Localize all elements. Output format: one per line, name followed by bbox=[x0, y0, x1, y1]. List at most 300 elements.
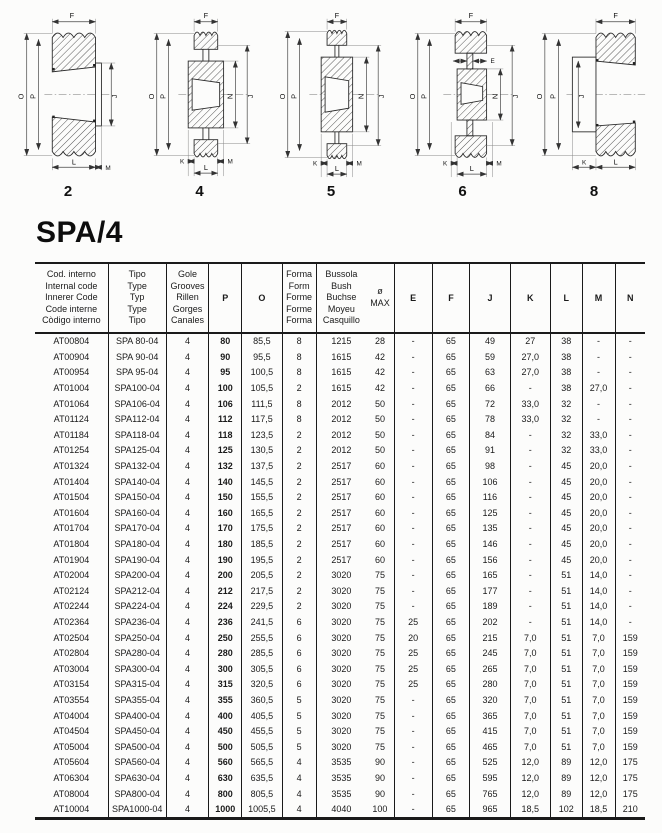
cell-form: 2 bbox=[282, 380, 316, 396]
cell-type: SPA125-04 bbox=[108, 443, 166, 459]
cell-m: 7,0 bbox=[582, 677, 615, 693]
cell-form: 8 bbox=[282, 333, 316, 350]
cell-e: - bbox=[394, 380, 432, 396]
cell-f: 65 bbox=[432, 474, 470, 490]
cell-j: 415 bbox=[470, 723, 510, 739]
cell-grooves: 4 bbox=[166, 552, 209, 568]
cell-bush: 3535 bbox=[316, 770, 366, 786]
cell-bush: 2517 bbox=[316, 521, 366, 537]
cell-n: - bbox=[615, 614, 645, 630]
cell-form: 2 bbox=[282, 583, 316, 599]
cell-n: - bbox=[615, 567, 645, 583]
header-row bbox=[35, 263, 645, 333]
cell-o: 117,5 bbox=[242, 411, 282, 427]
cell-e: 25 bbox=[394, 645, 432, 661]
cell-k: 7,0 bbox=[510, 692, 550, 708]
cell-f: 65 bbox=[432, 365, 470, 381]
dim-label-l: L bbox=[71, 157, 76, 167]
cell-k: 27,0 bbox=[510, 349, 550, 365]
cell-e: - bbox=[394, 692, 432, 708]
cell-f: 65 bbox=[432, 630, 470, 646]
pulley-cross-section-form-2 bbox=[6, 6, 130, 181]
cell-n: 159 bbox=[615, 645, 645, 661]
cell-max: 60 bbox=[374, 554, 385, 565]
cell-j: 365 bbox=[470, 708, 510, 724]
cell-code: AT01804 bbox=[53, 539, 90, 550]
cell-l: 51 bbox=[550, 661, 582, 677]
cell-type: SPA160-04 bbox=[108, 505, 166, 521]
cell-p: 800 bbox=[209, 786, 242, 802]
cell-max: 75 bbox=[374, 616, 385, 627]
cell-grooves: 4 bbox=[166, 567, 209, 583]
cell-n: - bbox=[615, 474, 645, 490]
cell-k: - bbox=[510, 427, 550, 443]
cell-code: AT01184 bbox=[53, 429, 89, 440]
dim-label-j: J bbox=[110, 94, 120, 99]
table-row bbox=[35, 380, 645, 396]
col-header-max: ø MAX bbox=[370, 286, 390, 308]
table-row bbox=[35, 739, 645, 755]
dim-label-e: E bbox=[490, 58, 495, 66]
cell-form: 4 bbox=[282, 786, 316, 802]
dim-label-n: N bbox=[489, 93, 499, 100]
cell-form: 2 bbox=[282, 443, 316, 459]
dim-label-k: K bbox=[582, 159, 587, 167]
diagram-form-number: 8 bbox=[589, 183, 599, 200]
cell-k: 18,5 bbox=[510, 801, 550, 818]
cell-bush: 2517 bbox=[316, 458, 366, 474]
cell-code: AT05604 bbox=[53, 757, 90, 768]
cell-o: 85,5 bbox=[242, 333, 282, 350]
cell-bush: 3020 bbox=[316, 708, 366, 724]
col-header-m: M bbox=[582, 263, 615, 333]
cell-max: 100 bbox=[372, 804, 388, 815]
cell-n: - bbox=[615, 365, 645, 381]
cell-bush: 3535 bbox=[316, 755, 366, 771]
cell-type: SPA 90-04 bbox=[108, 349, 166, 365]
col-header-f: F bbox=[432, 263, 470, 333]
cell-bush: 1215 bbox=[316, 333, 366, 350]
cell-j: 202 bbox=[470, 614, 510, 630]
cell-type: SPA250-04 bbox=[108, 630, 166, 646]
dim-label-l: L bbox=[613, 157, 618, 167]
cell-grooves: 4 bbox=[166, 692, 209, 708]
cell-m: 20,0 bbox=[582, 458, 615, 474]
table-row bbox=[35, 489, 645, 505]
cell-grooves: 4 bbox=[166, 645, 209, 661]
cell-e: 25 bbox=[394, 677, 432, 693]
cell-grooves: 4 bbox=[166, 474, 209, 490]
cell-code: AT01604 bbox=[53, 507, 90, 518]
cell-j: 135 bbox=[470, 521, 510, 537]
cell-p: 95 bbox=[209, 365, 242, 381]
cell-e: - bbox=[394, 505, 432, 521]
cell-p: 100 bbox=[209, 380, 242, 396]
cell-f: 65 bbox=[432, 536, 470, 552]
cell-max: 75 bbox=[374, 741, 385, 752]
cell-o: 137,5 bbox=[242, 458, 282, 474]
cell-m: 7,0 bbox=[582, 708, 615, 724]
cell-f: 65 bbox=[432, 786, 470, 802]
cell-code: AT06304 bbox=[53, 772, 90, 783]
cell-code: AT02244 bbox=[53, 601, 90, 612]
cell-grooves: 4 bbox=[166, 365, 209, 381]
cell-form: 6 bbox=[282, 677, 316, 693]
cell-e: - bbox=[394, 458, 432, 474]
diagram-form-6 bbox=[401, 6, 525, 200]
cell-e: - bbox=[394, 583, 432, 599]
table-row bbox=[35, 349, 645, 365]
cell-p: 106 bbox=[209, 396, 242, 412]
cell-code: AT08004 bbox=[53, 788, 90, 799]
cell-e: 20 bbox=[394, 630, 432, 646]
cell-k: 7,0 bbox=[510, 661, 550, 677]
cell-max: 60 bbox=[374, 492, 385, 503]
cell-e: - bbox=[394, 396, 432, 412]
cell-bush: 2012 bbox=[316, 427, 366, 443]
cell-p: 300 bbox=[209, 661, 242, 677]
table-row bbox=[35, 521, 645, 537]
cell-f: 65 bbox=[432, 801, 470, 818]
cell-max: 60 bbox=[374, 476, 385, 487]
cell-type: SPA170-04 bbox=[108, 521, 166, 537]
cell-m: - bbox=[582, 411, 615, 427]
cell-k: - bbox=[510, 583, 550, 599]
cell-f: 65 bbox=[432, 770, 470, 786]
cell-max: 75 bbox=[374, 679, 385, 690]
dim-label-j: J bbox=[377, 94, 387, 99]
cell-l: 51 bbox=[550, 630, 582, 646]
cell-max: 75 bbox=[374, 694, 385, 705]
cell-grooves: 4 bbox=[166, 411, 209, 427]
cell-grooves: 4 bbox=[166, 614, 209, 630]
table-row bbox=[35, 599, 645, 615]
cell-max: 50 bbox=[374, 445, 385, 456]
cell-max: 90 bbox=[374, 772, 385, 783]
cell-type: SPA106-04 bbox=[108, 396, 166, 412]
cell-form: 5 bbox=[282, 708, 316, 724]
cell-l: 45 bbox=[550, 536, 582, 552]
cell-j: 465 bbox=[470, 739, 510, 755]
cell-bush: 3020 bbox=[316, 739, 366, 755]
cell-m: 7,0 bbox=[582, 661, 615, 677]
cell-j: 595 bbox=[470, 770, 510, 786]
cell-type: SPA118-04 bbox=[108, 427, 166, 443]
cell-n: - bbox=[615, 505, 645, 521]
dim-label-p: P bbox=[419, 93, 429, 99]
cell-form: 2 bbox=[282, 427, 316, 443]
cell-p: 400 bbox=[209, 708, 242, 724]
cell-p: 190 bbox=[209, 552, 242, 568]
dim-label-l: L bbox=[203, 163, 208, 173]
cell-p: 630 bbox=[209, 770, 242, 786]
cell-code: AT02124 bbox=[53, 585, 90, 596]
cell-e: - bbox=[394, 567, 432, 583]
cell-m: 7,0 bbox=[582, 723, 615, 739]
cell-f: 65 bbox=[432, 380, 470, 396]
cell-bush: 3020 bbox=[316, 692, 366, 708]
cell-p: 118 bbox=[209, 427, 242, 443]
table-row bbox=[35, 630, 645, 646]
cell-l: 51 bbox=[550, 614, 582, 630]
cell-m: 20,0 bbox=[582, 505, 615, 521]
cell-max: 75 bbox=[374, 601, 385, 612]
cell-bush: 3020 bbox=[316, 645, 366, 661]
cell-type: SPA300-04 bbox=[108, 661, 166, 677]
cell-m: - bbox=[582, 365, 615, 381]
cell-max: 50 bbox=[374, 398, 385, 409]
cell-f: 65 bbox=[432, 489, 470, 505]
cell-n: 210 bbox=[615, 801, 645, 818]
cell-code: AT02004 bbox=[53, 570, 90, 581]
cell-m: 12,0 bbox=[582, 786, 615, 802]
cell-o: 405,5 bbox=[242, 708, 282, 724]
pulley-diagrams bbox=[0, 0, 662, 200]
cell-l: 38 bbox=[550, 380, 582, 396]
cell-m: 20,0 bbox=[582, 489, 615, 505]
cell-grooves: 4 bbox=[166, 443, 209, 459]
cell-k: - bbox=[510, 552, 550, 568]
cell-m: 33,0 bbox=[582, 443, 615, 459]
cell-p: 1000 bbox=[209, 801, 242, 818]
cell-l: 45 bbox=[550, 552, 582, 568]
cell-l: 51 bbox=[550, 567, 582, 583]
cell-max: 75 bbox=[374, 632, 385, 643]
cell-max: 60 bbox=[374, 507, 385, 518]
cell-f: 65 bbox=[432, 661, 470, 677]
cell-grooves: 4 bbox=[166, 583, 209, 599]
cell-k: 12,0 bbox=[510, 786, 550, 802]
cell-n: - bbox=[615, 396, 645, 412]
cell-n: 159 bbox=[615, 661, 645, 677]
cell-f: 65 bbox=[432, 599, 470, 615]
cell-f: 65 bbox=[432, 521, 470, 537]
cell-l: 45 bbox=[550, 505, 582, 521]
cell-max: 75 bbox=[374, 726, 385, 737]
dim-label-o: O bbox=[277, 93, 287, 100]
cell-n: 159 bbox=[615, 692, 645, 708]
cell-code: AT01064 bbox=[53, 398, 90, 409]
cell-m: 7,0 bbox=[582, 739, 615, 755]
cell-n: - bbox=[615, 443, 645, 459]
cell-l: 51 bbox=[550, 692, 582, 708]
cell-max: 50 bbox=[374, 429, 385, 440]
cell-form: 2 bbox=[282, 458, 316, 474]
cell-k: 27,0 bbox=[510, 365, 550, 381]
cell-n: - bbox=[615, 583, 645, 599]
diagram-form-4 bbox=[138, 6, 262, 200]
table-row bbox=[35, 411, 645, 427]
cell-max: 42 bbox=[374, 351, 385, 362]
dim-label-o: O bbox=[534, 93, 544, 100]
dim-label-p: P bbox=[548, 93, 558, 99]
cell-code: AT01254 bbox=[53, 445, 90, 456]
cell-e: - bbox=[394, 521, 432, 537]
table-row bbox=[35, 614, 645, 630]
cell-k: - bbox=[510, 489, 550, 505]
cell-j: 63 bbox=[470, 365, 510, 381]
cell-p: 212 bbox=[209, 583, 242, 599]
table-wrap bbox=[35, 262, 645, 820]
page-title: SPA/4 bbox=[36, 216, 123, 249]
table-row bbox=[35, 474, 645, 490]
table-body bbox=[35, 333, 645, 819]
cell-n: - bbox=[615, 427, 645, 443]
cell-o: 105,5 bbox=[242, 380, 282, 396]
cell-bush: 2517 bbox=[316, 536, 366, 552]
cell-m: 7,0 bbox=[582, 692, 615, 708]
cell-m: 14,0 bbox=[582, 614, 615, 630]
cell-code: AT00904 bbox=[53, 351, 90, 362]
cell-bush: 2012 bbox=[316, 396, 366, 412]
cell-form: 2 bbox=[282, 505, 316, 521]
dim-label-m: M bbox=[495, 160, 502, 168]
cell-form: 8 bbox=[282, 396, 316, 412]
cell-l: 89 bbox=[550, 755, 582, 771]
cell-bush: 3020 bbox=[316, 723, 366, 739]
table-row bbox=[35, 505, 645, 521]
cell-o: 285,5 bbox=[242, 645, 282, 661]
cell-n: - bbox=[615, 489, 645, 505]
cell-e: - bbox=[394, 770, 432, 786]
cell-l: 51 bbox=[550, 708, 582, 724]
cell-type: SPA630-04 bbox=[108, 770, 166, 786]
cell-type: SPA450-04 bbox=[108, 723, 166, 739]
cell-bush: 4040 bbox=[316, 801, 366, 818]
cell-k: 7,0 bbox=[510, 630, 550, 646]
cell-max: 75 bbox=[374, 710, 385, 721]
cell-form: 2 bbox=[282, 599, 316, 615]
cell-grooves: 4 bbox=[166, 505, 209, 521]
table-row bbox=[35, 645, 645, 661]
dim-label-n: N bbox=[224, 93, 234, 100]
cell-type: SPA560-04 bbox=[108, 755, 166, 771]
cell-form: 4 bbox=[282, 755, 316, 771]
cell-type: SPA280-04 bbox=[108, 645, 166, 661]
cell-o: 155,5 bbox=[242, 489, 282, 505]
dim-label-k: K bbox=[442, 160, 447, 168]
cell-max: 60 bbox=[374, 523, 385, 534]
cell-p: 224 bbox=[209, 599, 242, 615]
cell-max: 28 bbox=[374, 336, 385, 347]
cell-o: 1005,5 bbox=[242, 801, 282, 818]
cell-k: 12,0 bbox=[510, 755, 550, 771]
cell-grooves: 4 bbox=[166, 536, 209, 552]
cell-k: - bbox=[510, 614, 550, 630]
cell-f: 65 bbox=[432, 692, 470, 708]
dim-label-j: J bbox=[510, 94, 520, 99]
cell-n: 159 bbox=[615, 739, 645, 755]
cell-o: 455,5 bbox=[242, 723, 282, 739]
cell-j: 177 bbox=[470, 583, 510, 599]
table-row bbox=[35, 536, 645, 552]
dim-label-f: F bbox=[468, 10, 473, 20]
cell-max: 60 bbox=[374, 461, 385, 472]
cell-m: - bbox=[582, 349, 615, 365]
cell-code: AT01904 bbox=[53, 554, 90, 565]
cell-p: 500 bbox=[209, 739, 242, 755]
cell-p: 90 bbox=[209, 349, 242, 365]
cell-o: 175,5 bbox=[242, 521, 282, 537]
cell-l: 38 bbox=[550, 333, 582, 350]
cell-j: 765 bbox=[470, 786, 510, 802]
table-row bbox=[35, 801, 645, 818]
cell-o: 805,5 bbox=[242, 786, 282, 802]
cell-code: AT01324 bbox=[53, 461, 90, 472]
cell-bush: 3020 bbox=[316, 630, 366, 646]
cell-type: SPA140-04 bbox=[108, 474, 166, 490]
cell-j: 98 bbox=[470, 458, 510, 474]
table-row bbox=[35, 723, 645, 739]
cell-e: - bbox=[394, 723, 432, 739]
cell-grooves: 4 bbox=[166, 770, 209, 786]
cell-k: 7,0 bbox=[510, 645, 550, 661]
cell-k: 33,0 bbox=[510, 396, 550, 412]
cell-form: 5 bbox=[282, 723, 316, 739]
cell-form: 6 bbox=[282, 614, 316, 630]
cell-k: - bbox=[510, 474, 550, 490]
cell-form: 8 bbox=[282, 349, 316, 365]
cell-p: 125 bbox=[209, 443, 242, 459]
cell-form: 5 bbox=[282, 692, 316, 708]
cell-e: - bbox=[394, 755, 432, 771]
col-header-form: Forma Form Forme Forme Forma bbox=[282, 263, 316, 333]
cell-p: 150 bbox=[209, 489, 242, 505]
cell-form: 2 bbox=[282, 474, 316, 490]
cell-type: SPA212-04 bbox=[108, 583, 166, 599]
cell-n: - bbox=[615, 349, 645, 365]
cell-type: SPA190-04 bbox=[108, 552, 166, 568]
cell-bush: 3020 bbox=[316, 614, 366, 630]
cell-bush: 3020 bbox=[316, 567, 366, 583]
cell-bush: 2517 bbox=[316, 489, 366, 505]
cell-f: 65 bbox=[432, 443, 470, 459]
cell-f: 65 bbox=[432, 614, 470, 630]
cell-e: 25 bbox=[394, 661, 432, 677]
cell-m: - bbox=[582, 333, 615, 350]
table-row bbox=[35, 443, 645, 459]
cell-bush: 3535 bbox=[316, 786, 366, 802]
cell-code: AT00804 bbox=[53, 336, 90, 347]
cell-code: AT10004 bbox=[53, 804, 90, 815]
cell-type: SPA180-04 bbox=[108, 536, 166, 552]
cell-grooves: 4 bbox=[166, 599, 209, 615]
cell-k: 27 bbox=[510, 333, 550, 350]
cell-j: 66 bbox=[470, 380, 510, 396]
cell-n: 175 bbox=[615, 786, 645, 802]
cell-e: 25 bbox=[394, 614, 432, 630]
table-row bbox=[35, 786, 645, 802]
cell-k: 12,0 bbox=[510, 770, 550, 786]
cell-j: 116 bbox=[470, 489, 510, 505]
dim-label-p: P bbox=[158, 93, 168, 99]
cell-j: 84 bbox=[470, 427, 510, 443]
cell-form: 2 bbox=[282, 521, 316, 537]
cell-bush: 2517 bbox=[316, 552, 366, 568]
cell-m: 20,0 bbox=[582, 521, 615, 537]
cell-j: 125 bbox=[470, 505, 510, 521]
cell-l: 51 bbox=[550, 677, 582, 693]
cell-form: 5 bbox=[282, 739, 316, 755]
dim-label-l: L bbox=[334, 164, 339, 174]
cell-l: 89 bbox=[550, 786, 582, 802]
cell-o: 123,5 bbox=[242, 427, 282, 443]
cell-e: - bbox=[394, 474, 432, 490]
cell-code: AT03004 bbox=[53, 663, 90, 674]
cell-j: 525 bbox=[470, 755, 510, 771]
cell-l: 51 bbox=[550, 599, 582, 615]
cell-k: 7,0 bbox=[510, 723, 550, 739]
